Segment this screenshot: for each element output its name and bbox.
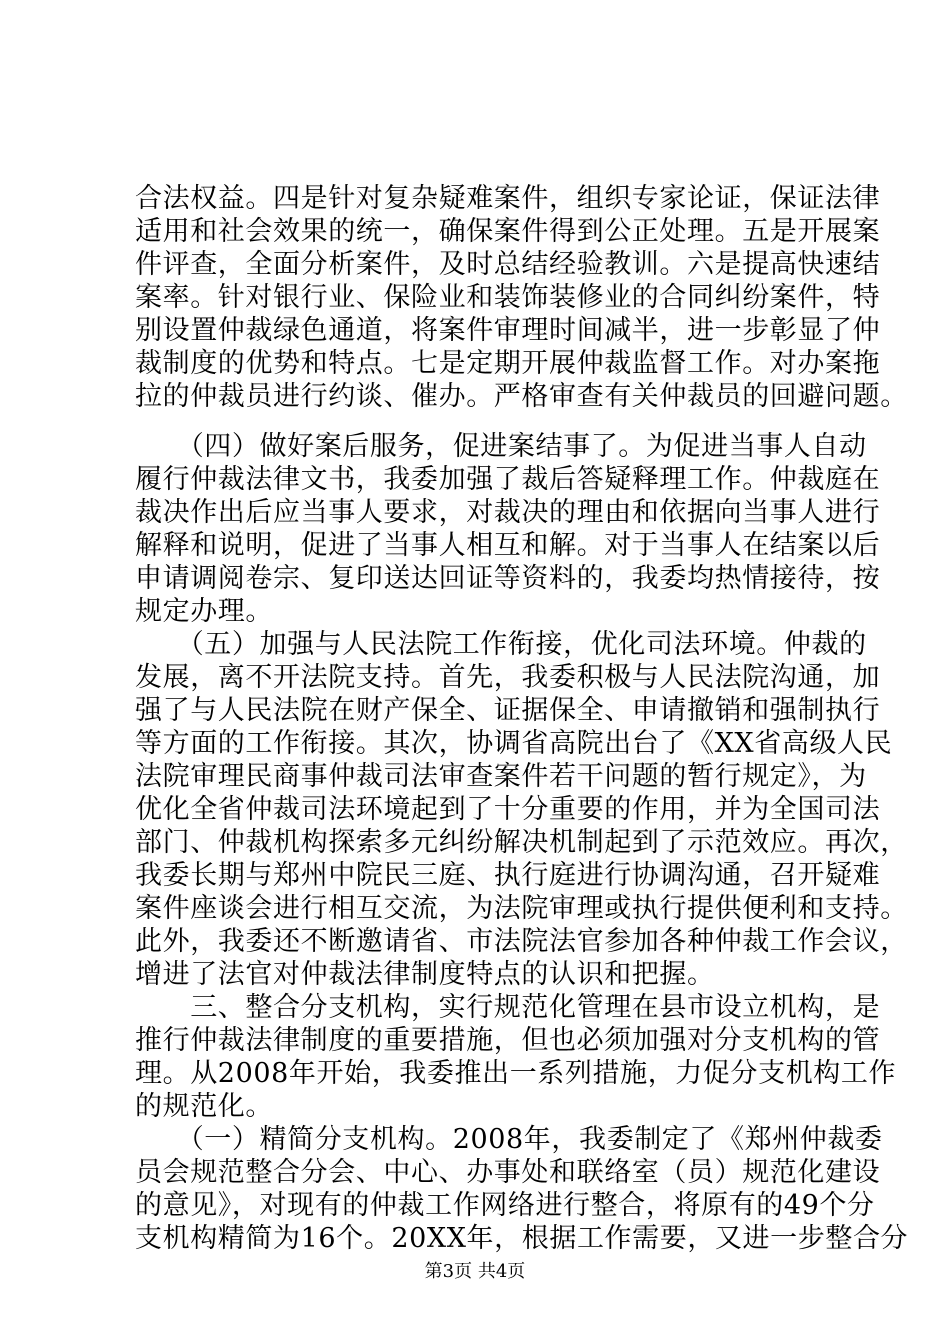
text-line: 裁决作出后应当事人要求，对裁决的理由和依据向当事人进行 xyxy=(135,497,881,528)
text-line: 支机构精简为16个。20XX年，根据工作需要，又进一步整合分 xyxy=(135,1223,909,1254)
text-line: 拉的仲裁员进行约谈、催办。严格审查有关仲裁员的回避问题。 xyxy=(135,381,908,412)
text-line: 申请调阅卷宗、复印送达回证等资料的，我委均热情接待，按 xyxy=(135,563,881,594)
text-line: 裁制度的优势和特点。七是定期开展仲裁监督工作。对办案拖 xyxy=(135,348,881,379)
text-line: 的意见》，对现有的仲裁工作网络进行整合，将原有的49个分 xyxy=(135,1190,875,1221)
text-line: 我委长期与郑州中院民三庭、执行庭进行协调沟通，召开疑难 xyxy=(135,860,881,891)
text-line: （四）做好案后服务，促进案结事了。为促进当事人自动 xyxy=(135,431,867,462)
text-line: 此外，我委还不断邀请省、市法院法官参加各种仲裁工作会议， xyxy=(135,926,908,957)
text-line: 合法权益。四是针对复杂疑难案件，组织专家论证，保证法律 xyxy=(135,183,881,214)
text-line: 的规范化。 xyxy=(135,1091,273,1122)
text-line: 等方面的工作衔接。其次，协调省高院出台了《XX省高级人民 xyxy=(135,728,893,759)
text-line: 法院审理民商事仲裁司法审查案件若干问题的暂行规定》，为 xyxy=(135,761,867,792)
text-line: （五）加强与人民法院工作衔接，优化司法环境。仲裁的 xyxy=(135,629,867,660)
text-line: 员会规范整合分会、中心、办事处和联络室（员）规范化建设 xyxy=(135,1157,881,1188)
text-line: 件评查，全面分析案件，及时总结经验教训。六是提高快速结 xyxy=(135,249,881,280)
text-line: 别设置仲裁绿色通道，将案件审理时间减半，进一步彰显了仲 xyxy=(135,315,881,346)
text-line: （一）精简分支机构。2008年，我委制定了《郑州仲裁委 xyxy=(135,1124,883,1155)
text-line: 案率。针对银行业、保险业和装饰装修业的合同纠纷案件，特 xyxy=(135,282,881,313)
text-line: 优化全省仲裁司法环境起到了十分重要的作用，并为全国司法 xyxy=(135,794,881,825)
text-line: 增进了法官对仲裁法律制度特点的认识和把握。 xyxy=(135,959,715,990)
page-footer: 第3页 共4页 xyxy=(424,1261,526,1282)
text-line: 部门、仲裁机构探索多元纠纷解决机制起到了示范效应。再次， xyxy=(135,827,908,858)
text-line: 推行仲裁法律制度的重要措施，但也必须加强对分支机构的管 xyxy=(135,1025,881,1056)
text-line: 强了与人民法院在财产保全、证据保全、申请撤销和强制执行 xyxy=(135,695,881,726)
text-line: 规定办理。 xyxy=(135,596,273,627)
text-line: 理。从2008年开始，我委推出一系列措施，力促分支机构工作 xyxy=(135,1058,897,1089)
text-line: 履行仲裁法律文书，我委加强了裁后答疑释理工作。仲裁庭在 xyxy=(135,464,881,495)
text-line: 适用和社会效果的统一，确保案件得到公正处理。五是开展案 xyxy=(135,216,881,247)
text-line: 三、整合分支机构，实行规范化管理在县市设立机构，是 xyxy=(135,992,881,1023)
text-line: 解释和说明，促进了当事人相互和解。对于当事人在结案以后 xyxy=(135,530,881,561)
text-line: 案件座谈会进行相互交流，为法院审理或执行提供便利和支持。 xyxy=(135,893,908,924)
text-line: 发展，离不开法院支持。首先，我委积极与人民法院沟通，加 xyxy=(135,662,881,693)
